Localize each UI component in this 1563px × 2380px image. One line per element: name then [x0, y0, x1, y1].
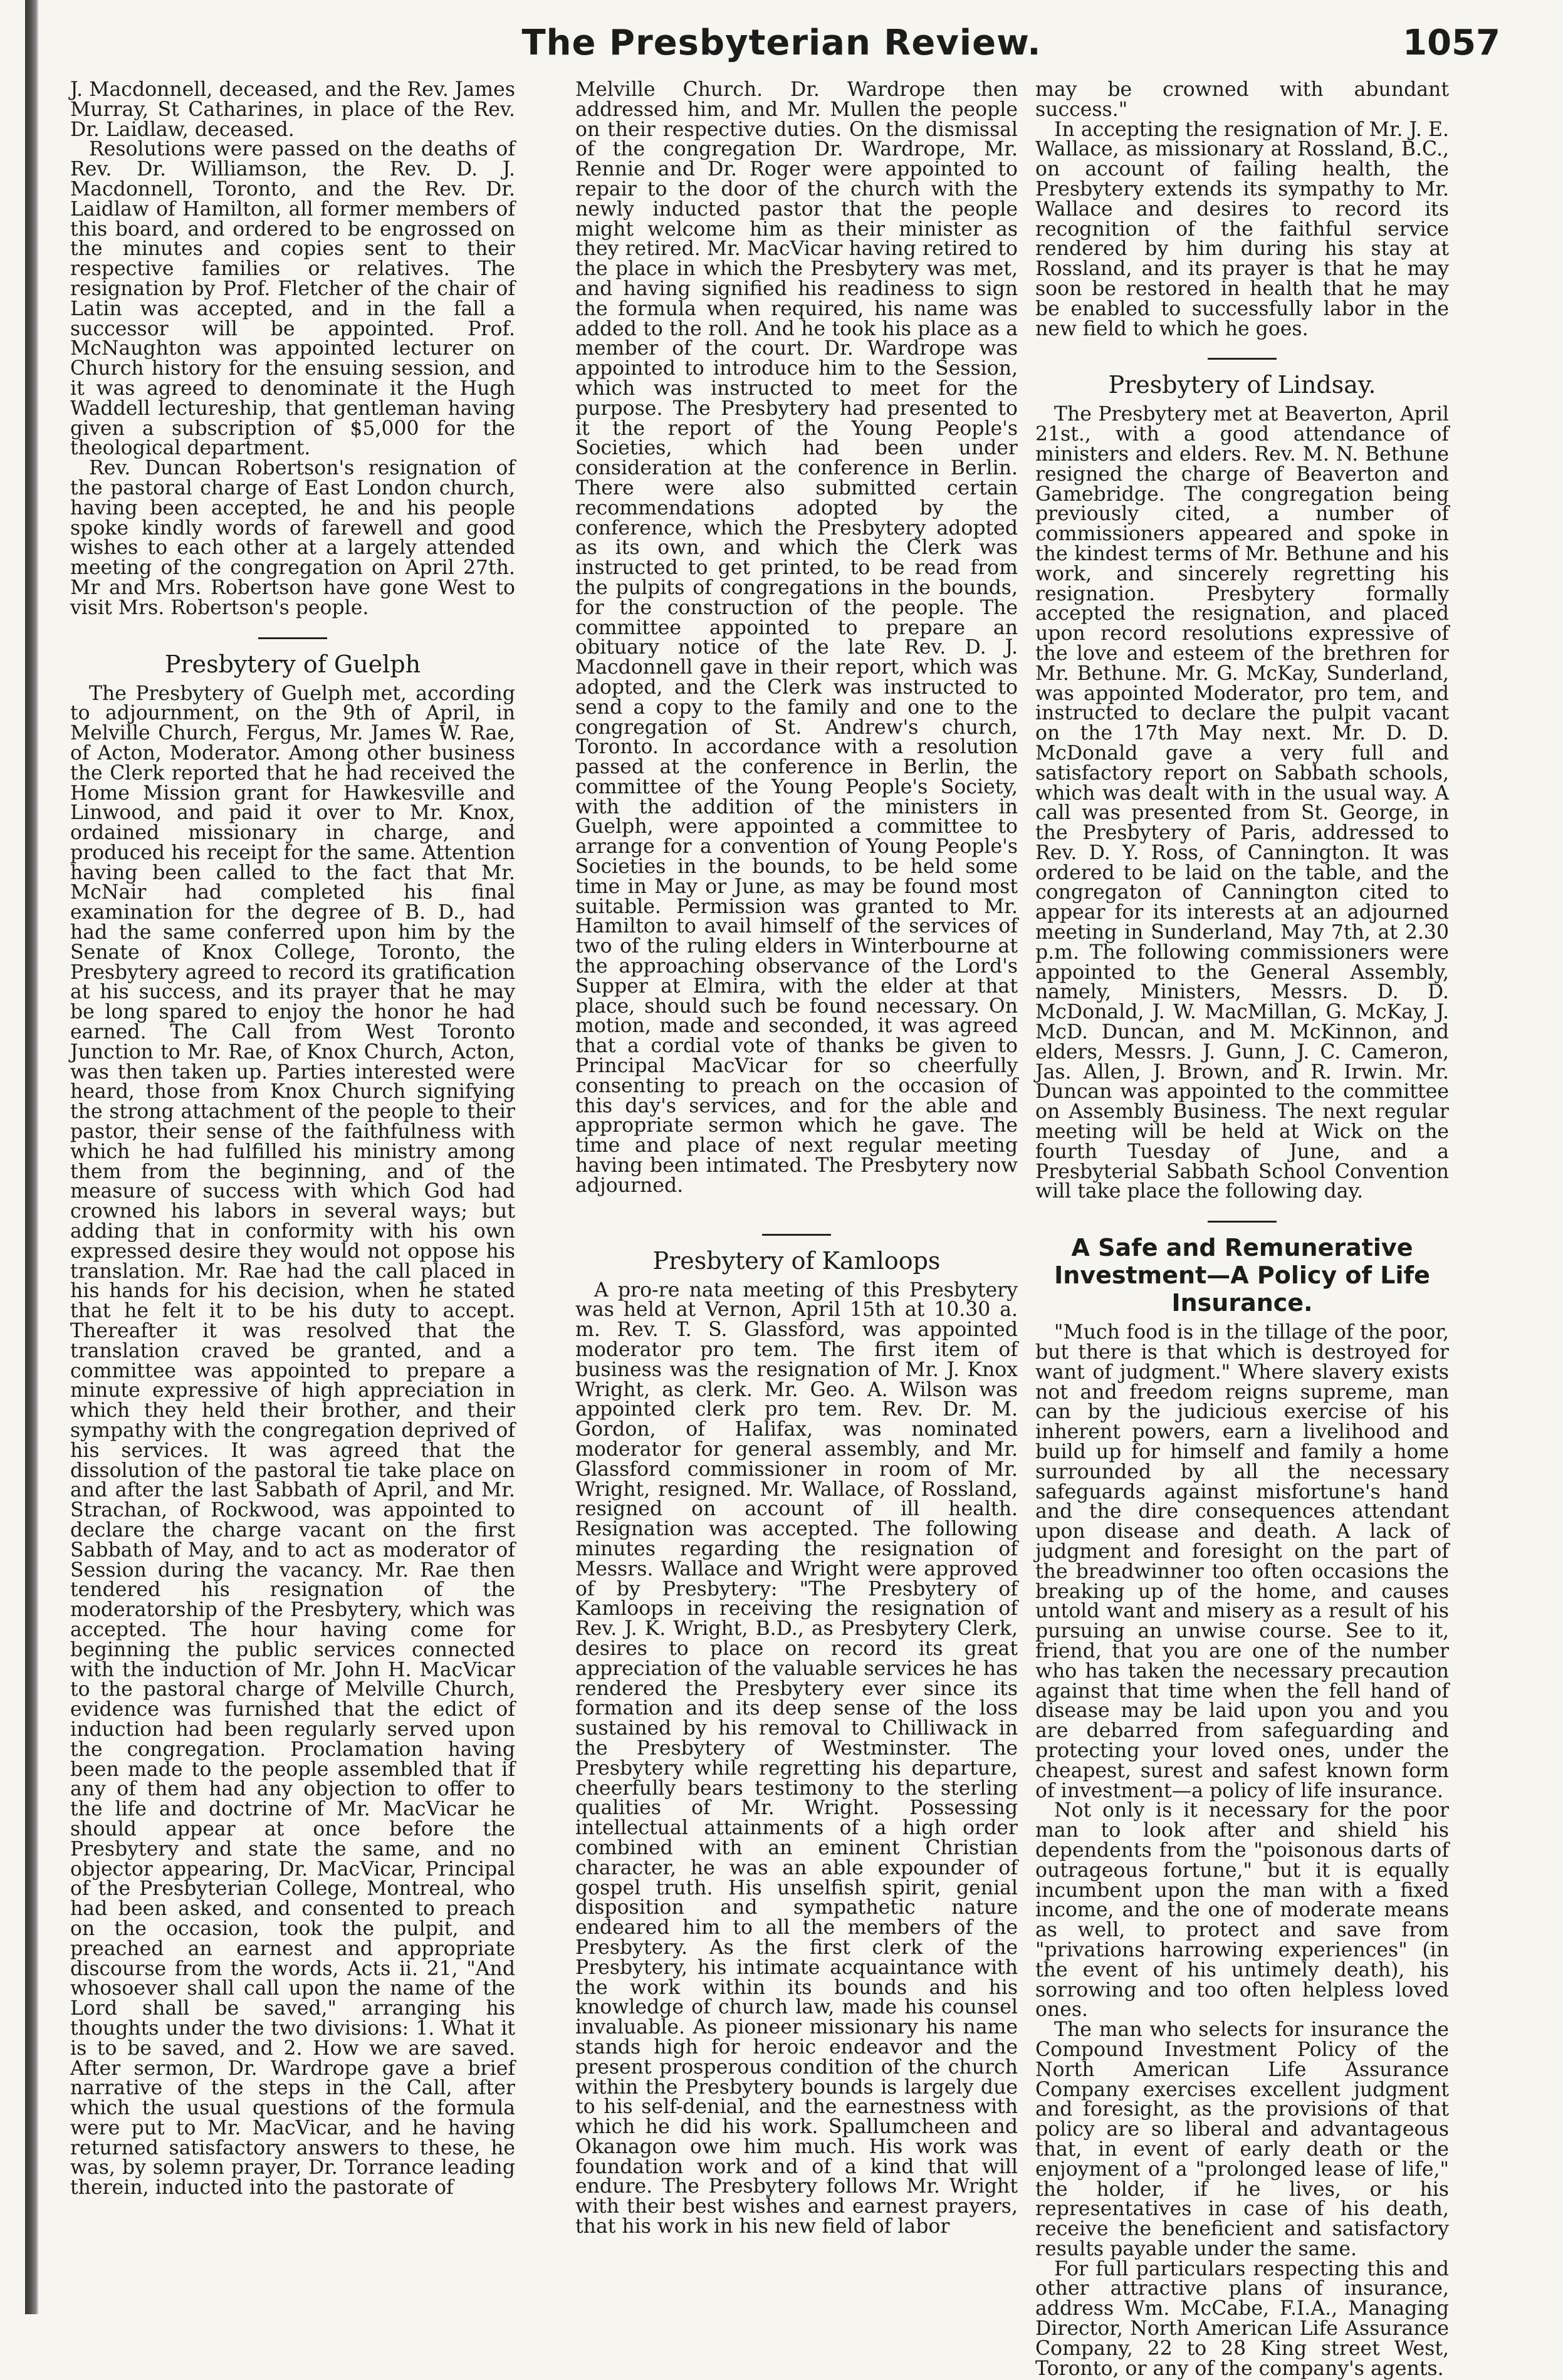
article-paragraph: Rev. Duncan Robertson's resignation of the pastoral charge of East London church, having been accepted, he and his people spoke kindly words of farewell and good wishes to each other at a largely attended meeting of the congregation on April 27th. Mr and Mrs. Robertson have gone West to visit Mrs. Robertson's people.: [70, 457, 515, 619]
column-3: [1035, 78, 1449, 2380]
section-heading-lindsay: Presbytery of Lindsay.: [1108, 371, 1376, 399]
column-1: [70, 80, 515, 2289]
section-divider: [258, 637, 327, 639]
page-number: 1057: [1403, 23, 1500, 63]
article-paragraph: Melville Church. Dr. Wardrope then addressed him, and Mr. Mullen the people on their respective duties. On the dismissal of the congregation Dr. Wardrope, Mr. Rennie and Dr. Roger were appointed to repair to the door of the church with the newly inducted pastor that the people might welcome him as their minister as they retired. Mr. MacVicar having retired to the place in which the Presbytery was met, and having signified his readiness to sign the formula when required, his name was added to the roll. And he took his place as a member of the court. Dr. Wardrope was appointed to introduce him to the Session, which was instructed to meet for the purpose. The Presbytery had presented to it the report of the Young People's Societies, which had been under consideration at the conference in Berlin. There were also submitted certain recommendations adopted by the conference, which the Presbytery adopted as its own, and which the Clerk was instructed to get printed, to be read from the pulpits of congregations in the bounds, for the construction of the people. The committee appointed to prepare an obituary notice of the late Rev. D. J. Macdonnell gave in their report, which was adopted, and the Clerk was instructed to send a copy to the family and one to the congregation of St. Andrew's church, Toronto. In accordance with a resolution passed at the conference in Berlin, the committee of the Young People's Society, with the addition of the ministers in Guelph, were appointed a committee to arrange for a convention of Young People's Societies in the bounds, to be held some time in May or June, as may be found most suitable. Permission was granted to Mr. Hamilton to avail himself of the services of two of the ruling elders in Winterbourne at the approaching observance of the Lord's Supper at Elmira, with the elder at that place, should such be found necessary. On motion, made and seconded, it was agreed that a cordial vote of thanks be given to Principal MacVicar for so cheerfully consenting to preach on the occasion of this day's services, and for the able and appropriate sermon which he gave. The time and place of next regular meeting having been intimated. The Presbytery now adjourned.: [575, 78, 1018, 1197]
article-paragraph: In accepting the resignation of Mr. J. E. Wallace, as missionary at Rossland, B.C., on account of failing health, the Presbytery extends its sympathy to Mr. Wallace and desires to record its recognition of the faithful service rendered by him during his stay at Rossland, and its prayer is that he may soon be restored in health that he may be enabled to successfully labor in the new field to which he goes.: [1035, 118, 1449, 340]
article-paragraph: The Presbytery of Guelph met, according to adjournment, on the 9th of April, in Melville Church, Fergus, Mr. James W. Rae, of Acton, Moderator. Among other business the Clerk reported that he had received the Home Mission grant for Hawkesville and Linwood, and paid it over to Mr. Knox, ordained missionary in charge, and produced his receipt for the same. Attention having been called to the fact that Mr. McNair had completed his final examination for the degree of B. D., had had the same conferred upon him by the Senate of Knox College, Toronto, the Presbytery agreed to record its gratification at his success, and its prayer that he may be long spared to enjoy the honor he had earned. The Call from West Toronto Junction to Mr. Rae, of Knox Church, Acton, was then taken up. Parties interested were heard, those from Knox Church signifying the strong attachment of the people to their pastor, their sense of the faithfulness with which he had fulfilled his ministry among them from the beginning, and of the measure of success with which God had crowned his labors in several ways; but adding that in conformity with his own expressed desire they would not oppose his translation. Mr. Rae had the call placed in his hands for his decision, when he stated that he felt it to be his duty to accept. Thereafter it was resolved that the translation craved be granted, and a committee was appointed to prepare a minute expressive of high appreciation in which they held their brother, and their sympathy with the congregation deprived of his services. It was agreed that the dissolution of the pastoral tie take place on and after the last Sabbath of April, and Mr. Strachan, of Rockwood, was appointed to declare the charge vacant on the first Sabbath of May, and to act as moderator of Session during the vacancy. Mr. Rae then tendered his resignation of the moderatorship of the Presbytery, which was accepted. The hour having come for beginning the public services connected with the induction of Mr. John H. MacVicar to the pastoral charge of Melville Church, evidence was furnished that the edict of induction had been regularly served upon the congregation. Proclamation having been made to the people assembled that if any of them had any objection to offer to the life and doctrine of Mr. MacVicar he should appear at once before the Presbytery and state the same, and no objector appearing, Dr. MacVicar, Principal of the Presbyterian College, Montreal, who had been asked, and consented to preach on the occasion, took the pulpit, and preached an earnest and appropriate discourse from the words, Acts ii. 21, "And whosoever shall call upon the name of the Lord shall be saved," arranging his thoughts under the two divisions: 1. What it is to be saved, and 2. How we are saved. After sermon, Dr. Wardrope gave a brief narrative of the steps in the Call, after which the usual questions of the formula were put to Mr. MacVicar, and he having returned satisfactory answers to these, he was, by solemn prayer, Dr. Torrance leading therein, inducted into the pastorate of: [70, 682, 515, 2200]
article-paragraph: The man who selects for insurance the Compound Investment Policy of the North American Life Assurance Company exercises excellent judgment and foresight, as the provisions of that policy are so liberal and advantageous that, in event of early death or the enjoyment of a "prolonged lease of life," the holder, if he lives, or his representatives in case of his death, receive the beneficient and satisfactory results payable under the same.: [1035, 2018, 1449, 2260]
section-divider: [1208, 1221, 1277, 1223]
section-heading-kamloops: Presbytery of Kamloops: [652, 1246, 941, 1275]
article-paragraph: A pro-re nata meeting of this Presbytery was held at Vernon, April 15th at 10.30 a. m. Rev. T. S. Glassford, was appointed moderator pro tem. The first item of business was the resignation of Mr. J. Knox Wright, as clerk. Mr. Geo. A. Wilson was appointed clerk pro tem. Rev. Dr. M. Gordon, of Halifax, was nominated moderator for general assembly, and Mr. Glassford commissioner in room of Mr. Wright, resigned. Mr. Wallace, of Rossland, resigned on account of ill health. Resignation was accepted. The following minutes regarding the resignation of Messrs. Wallace and Wright were approved of by Presbytery: "The Presbytery of Kamloops in receiving the resignation of Rev. J. K. Wright, B.D., as Presbytery Clerk, desires to place on record its great appreciation of the valuable services he has rendered the Presbytery ever since its formation and its deep sense of the loss sustained by his removal to Chilliwack in the Presbytery of Westminster. The Presbytery while regretting his departure, cheerfully bears testimony to the sterling qualities of Mr. Wright. Possessing intellectual attainments of a high order combined with an eminent Christian character, he was an able expounder of gospel truth. His unselfish spirit, genial disposition and sympathetic nature endeared him to all the members of the Presbytery. As the first clerk of the Presbytery, his intimate acquaintance with the work within its bounds and his knowledge of church law, made his counsel invaluable. As pioneer missionary his name stands high for heroic endeavor and the present prosperous condition of the church within the Presbytery bounds is largely due to his self-denial, and the earnestness with which he did his work. Spallumcheen and Okanagon owe him much. His work was foundation work and of a kind that will endure. The Presbytery follows Mr. Wright with their best wishes and earnest prayers, that his work in his new field of labor: [575, 1278, 1018, 2238]
section-heading-insurance: A Safe and Remunerative Investment—A Policy of Life Insurance.: [1054, 1234, 1430, 1317]
section-divider: [1208, 358, 1277, 360]
column-2: [575, 80, 1018, 2289]
article-paragraph: For full particulars respecting this and other attractive plans of insurance, address Wm. McCabe, F.I.A., Managing Director, North American Life Assurance Company, 22 to 28 King street West, Toronto, or any of the company's agents.: [1035, 2257, 1449, 2380]
article-paragraph: J. Macdonnell, deceased, and the Rev. James Murray, St Catharines, in place of the Rev. Dr. Laidlaw, deceased.: [70, 78, 515, 141]
article-paragraph: Not only is it necessary for the poor man to look after and shield his dependents from the "poisonous darts of outrageous fortune," but it is equally incumbent upon the man with a fixed income, and the one of moderate means as well, to protect and save from "privations harrowing experiences" (in the event of his untimely death), his sorrowing and too often helpless loved ones.: [1035, 1799, 1449, 2022]
binding-edge-shadow: [25, 0, 39, 2314]
masthead: [44, 18, 1519, 74]
article-paragraph: "Much food is in the tillage of the poor, but there is that which is destroyed for want of judgment." Where slavery exists not and freedom reigns supreme, man can by the judicious exercise of his inherent powers, earn a livelihood and build up for himself and family a home surrounded by all the necessary safeguards against misfortune's hand and the dire consequences attendant upon disease and death. A lack of judgment and foresight on the part of the breadwinner too often occasions the breaking up of the home, and causes untold want and misery as a result of his pursuing an unwise course. See to it, friend, that you are one of the number who has taken the necessary precaution against that time when the fell hand of disease may be laid upon you and you are debarred from safeguarding and protecting your loved ones, under the cheapest, surest and safest known form of investment—a policy of life insurance.: [1035, 1321, 1449, 1802]
article-paragraph: Resolutions were passed on the deaths of Rev. Dr. Williamson, the Rev. D. J. Macdonnell, Toronto, and the Rev. Dr. Laidlaw of Hamilton, all former members of this board, and ordered to be engrossed on the minutes and copies sent to their respective families or relatives. The resignation by Prof. Fletcher of the chair of Latin was accepted, and in the fall a successor will be appointed. Prof. McNaughton was appointed lecturer on Church history for the ensuing session, and it was agreed to denominate it the Hugh Waddell lectureship, that gentleman having given a subscription of $5,000 for the theological department.: [70, 138, 515, 460]
publication-title: The Presbyterian Review.: [521, 23, 1042, 63]
article-paragraph: The Presbytery met at Beaverton, April 21st., with a good attendance of ministers and elders. Rev. M. N. Bethune resigned the charge of Beaverton and Gamebridge. The congregation being previously cited, a number of commissioners appeared and spoke in the kindest terms of Mr. Bethune and his work, and sincerely regretting his resignation. Presbytery formally accepted the resignation, and placed upon record resolutions expressive of the love and esteem of the brethren for Mr. Bethune. Mr. G. McKay, Sunderland, was appointed Moderator, pro tem, and instructed to declare the pulpit vacant on the 17th May next. Mr. D. D. McDonald gave a very full and satisfactory report on Sabbath schools, which was dealt with in the usual way. A call was presented from St. George, in the Presbytery of Paris, addressed to Rev. D. Y. Ross, of Cannington. It was ordered to be laid on the table, and the congregaton of Cannington cited to appear for its interests at an adjourned meeting in Sunderland, May 7th, at 2.30 p.m. The following commissioners were appointed to the General Assembly, namely, Ministers, Messrs. D. D. McDonald, J. W. MacMillan, G. McKay, J. McD. Duncan, and M. McKinnon, and elders, Messrs. J. Gunn, J. C. Cameron, Jas. Allen, J. Brown, and R. Irwin. Mr. Duncan was appointed to the committee on Assembly Business. The next regular meeting will be held at Wick on the fourth Tuesday of June, and a Presbyterial Sabbath School Convention will take place the following day.: [1035, 403, 1449, 1203]
article-paragraph: may be crowned with abundant success.": [1035, 78, 1449, 121]
section-divider: [762, 1234, 831, 1236]
section-heading-guelph: Presbytery of Guelph: [164, 650, 421, 678]
